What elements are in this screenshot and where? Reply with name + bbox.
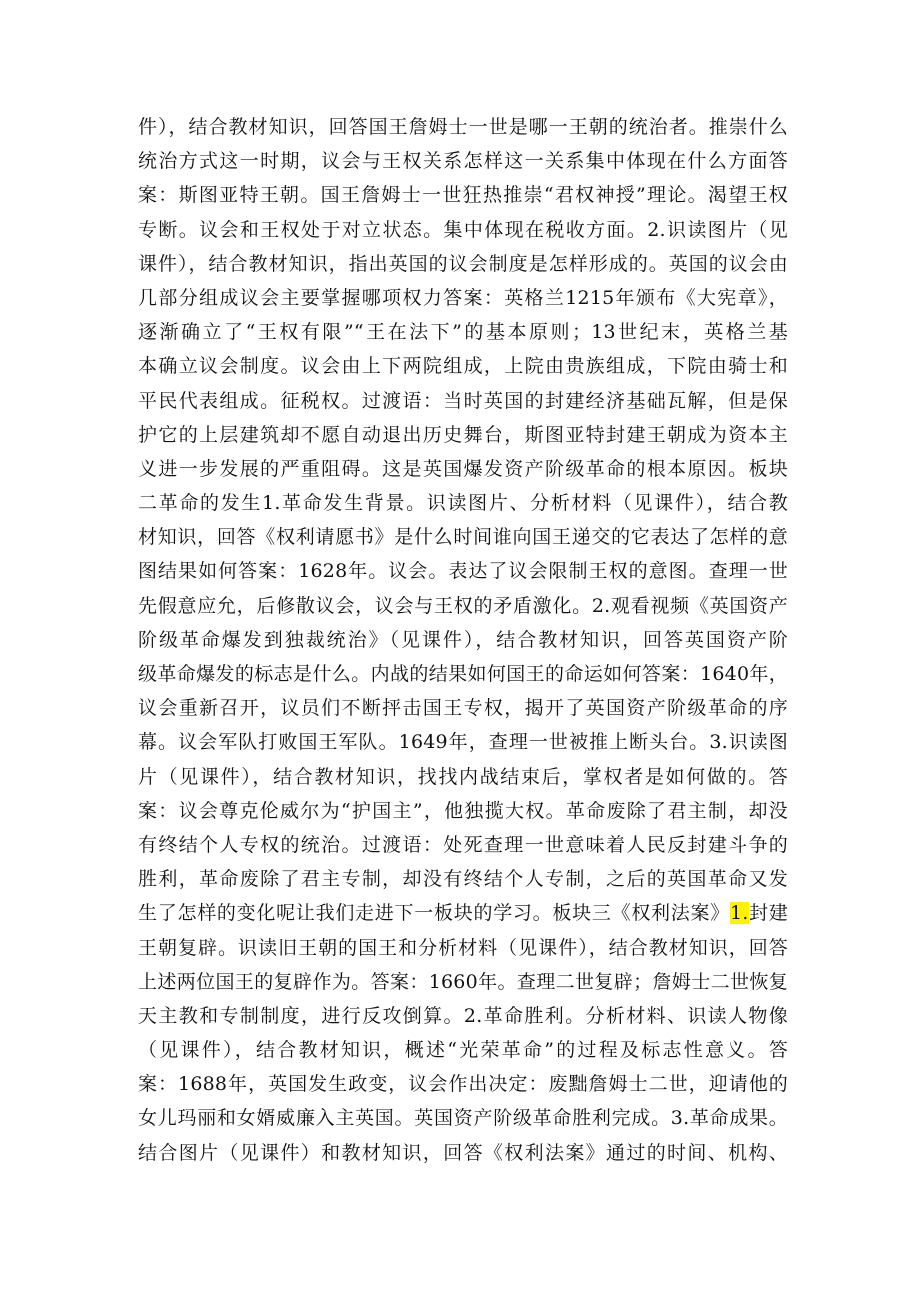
text-line: 阶级革命爆发到独裁统治》（见课件），结合教材知识，回答英国资产阶 xyxy=(138,628,788,651)
text-line: （见课件），结合教材知识，概述“光荣革命”的过程及标志性意义。答 xyxy=(138,1039,788,1062)
text-line: 图结果如何答案：1628年。议会。表达了议会限制王权的意图。查理一世 xyxy=(138,560,788,583)
text-line: 幕。议会军队打败国王军队。1649年，查理一世被推上断头台。3.识读图 xyxy=(138,731,788,754)
text-line: 先假意应允，后修散议会，议会与王权的矛盾激化。2.观看视频《英国资产 xyxy=(138,594,788,617)
text-line: 几部分组成议会主要掌握哪项权力答案：英格兰1215年颁布《大宪章》， xyxy=(138,286,788,309)
text-line: 级革命爆发的标志是什么。内战的结果如何国王的命运如何答案：1640年， xyxy=(138,663,788,685)
text-line: 统治方式这一时期，议会与王权关系怎样这一关系集中体现在什么方面答 xyxy=(138,150,788,173)
text-line-with-highlight xyxy=(138,896,788,930)
text-line: 议会重新召开，议员们不断抨击国王专权，揭开了英国资产阶级革命的序 xyxy=(138,697,788,720)
text-line: 王朝复辟。识读旧王朝的国王和分析材料（见课件），结合教材知识，回答 xyxy=(138,936,788,959)
text-line: 上述两位国王的复辟作为。答案：1660年。查理二世复辟；詹姆士二世恢复 xyxy=(138,970,788,993)
text-line: 案：1688年，英国发生政变，议会作出决定：废黜詹姆士二世，迎请他的 xyxy=(138,1073,788,1096)
text-line: 女儿玛丽和女婿威廉入主英国。英国资产阶级革命胜利完成。3.革命成果。 xyxy=(138,1107,788,1130)
text-line: 专断。议会和王权处于对立状态。集中体现在税收方面。2.识读图片（见 xyxy=(138,218,788,241)
text-line: 天主教和专制制度，进行反攻倒算。2.革命胜利。分析材料、识读人物像 xyxy=(138,1004,788,1027)
text-line: 平民代表组成。征税权。过渡语：当时英国的封建经济基础瓦解，但是保 xyxy=(138,389,788,412)
text-line: 有终结个人专权的统治。过渡语：处死查理一世意味着人民反封建斗争的 xyxy=(138,833,788,856)
highlighted-text: 1. xyxy=(729,902,749,925)
text-line: 本确立议会制度。议会由上下两院组成，上院由贵族组成，下院由骑士和 xyxy=(138,355,788,378)
text-segment: 封建 xyxy=(748,902,788,925)
text-line: 案：斯图亚特王朝。国王詹姆士一世狂热推崇“君权神授”理论。渴望王权 xyxy=(138,184,788,207)
text-segment: 生了怎样的变化呢让我们走进下一板块的学习。板块三《权利法案》 xyxy=(138,902,730,925)
text-line: 护它的上层建筑却不愿自动退出历史舞台，斯图亚特封建王朝成为资本主 xyxy=(138,423,788,446)
text-line: 件），结合教材知识，回答国王詹姆士一世是哪一王朝的统治者。推崇什么 xyxy=(138,116,788,138)
text-line: 材知识，回答《权利请愿书》是什么时间谁向国王递交的它表达了怎样的意 xyxy=(138,526,788,549)
text-line: 案：议会尊克伦威尔为“护国主”，他独揽大权。革命废除了君主制，却没 xyxy=(138,799,788,822)
text-line: 课件），结合教材知识，指出英国的议会制度是怎样形成的。英国的议会由 xyxy=(138,252,788,275)
text-line: 义进一步发展的严重阻碍。这是英国爆发资产阶级革命的根本原因。板块 xyxy=(138,457,788,480)
text-line: 片（见课件），结合教材知识，找找内战结束后，掌权者是如何做的。答 xyxy=(138,765,788,788)
text-line: 胜利，革命废除了君主专制，却没有终结个人专制，之后的英国革命又发 xyxy=(138,868,788,891)
text-line: 二革命的发生1.革命发生背景。识读图片、分析材料（见课件），结合教 xyxy=(138,492,788,515)
text-line: 逐渐确立了“王权有限”“王在法下”的基本原则；13世纪末，英格兰基 xyxy=(138,321,788,344)
body-text xyxy=(138,110,788,1170)
text-line: 结合图片（见课件）和教材知识，回答《权利法案》通过的时间、机构、 xyxy=(138,1141,788,1164)
